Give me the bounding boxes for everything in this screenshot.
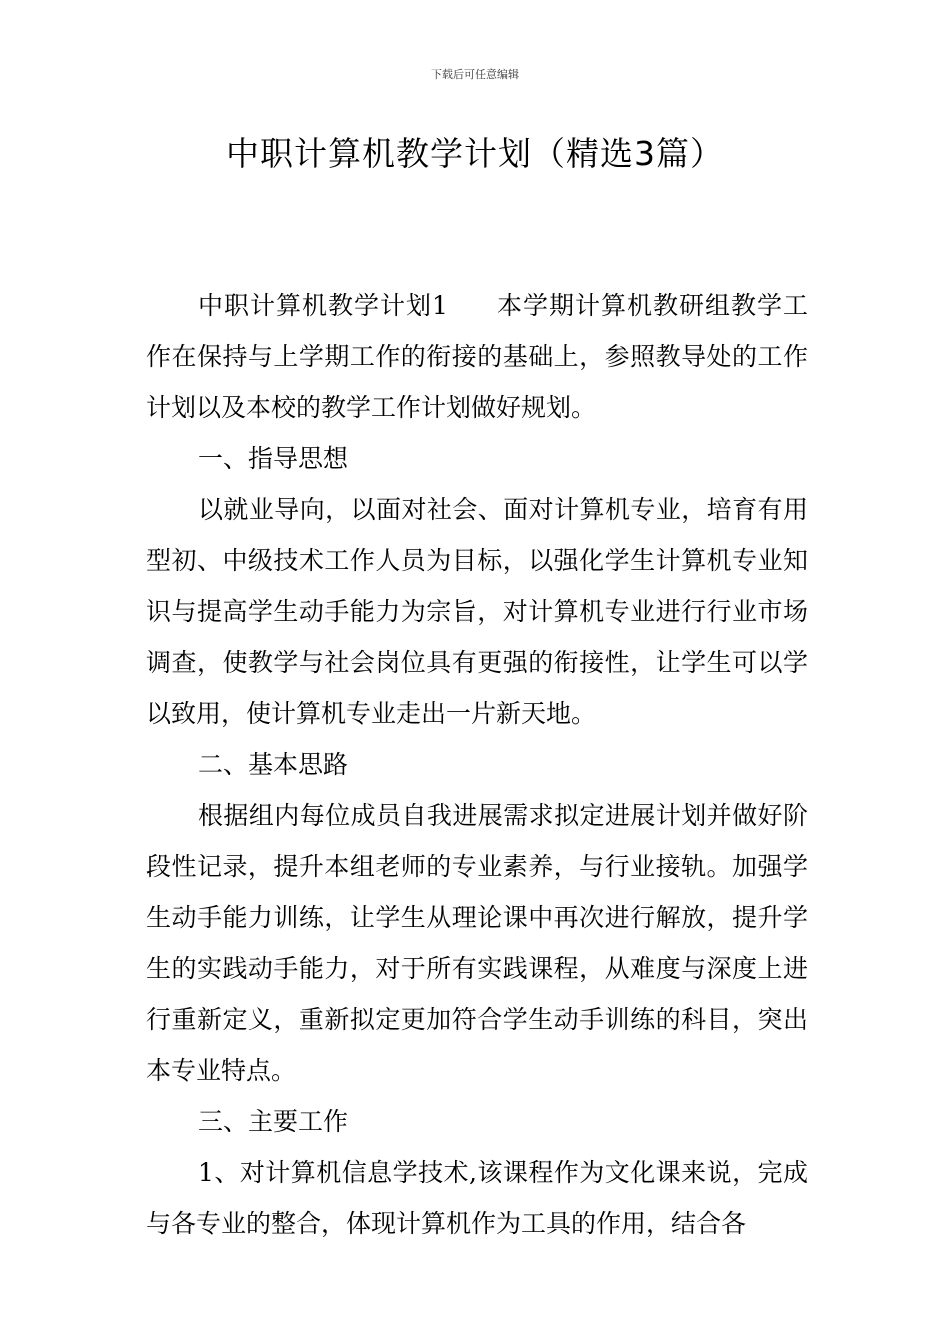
paragraph-main-work-1: 1、对计算机信息学技术,该课程作为文化课来说，完成与各专业的整合，体现计算机作为工具的作用，结合各 bbox=[146, 1158, 808, 1238]
section-heading-main-work: 三、主要工作 bbox=[198, 1107, 349, 1136]
intro-lead: 中职计算机教学计划1 bbox=[198, 291, 448, 320]
paragraph-guiding-thought: 以就业导向，以面对社会、面对计算机专业，培育有用型初、中级技术工作人员为目标，以强化学生计算机专业知识与提高学生动手能力为宗旨，对计算机专业进行行业市场调查，使教学与社会岗位具有更强的衔接性，让学生可以学以致用，使计算机专业走出一片新天地。 bbox=[146, 495, 808, 728]
intro-paragraph bbox=[146, 280, 808, 433]
section-heading-basic-approach: 二、基本思路 bbox=[198, 750, 349, 779]
paragraph-basic-approach: 根据组内每位成员自我进展需求拟定进展计划并做好阶段性记录，提升本组老师的专业素养，与行业接轨。加强学生动手能力训练，让学生从理论课中再次进行解放，提升学生的实践动手能力，对于所有实践课程，从难度与深度上进行重新定义，重新拟定更加符合学生动手训练的科目，突出本专业特点。 bbox=[146, 801, 808, 1085]
intro-text: 本学期计算机教研组教学工作在保持与上学期工作的衔接的基础上，参照教导处的工作计划以及本校的教学工作计划做好规划。 bbox=[146, 291, 808, 422]
document-body bbox=[146, 280, 808, 1249]
header-note: 下载后可任意编辑 bbox=[431, 68, 519, 81]
document-title: 中职计算机教学计划（精选3篇） bbox=[226, 134, 724, 173]
section-heading-guiding-thought: 一、指导思想 bbox=[198, 444, 349, 473]
